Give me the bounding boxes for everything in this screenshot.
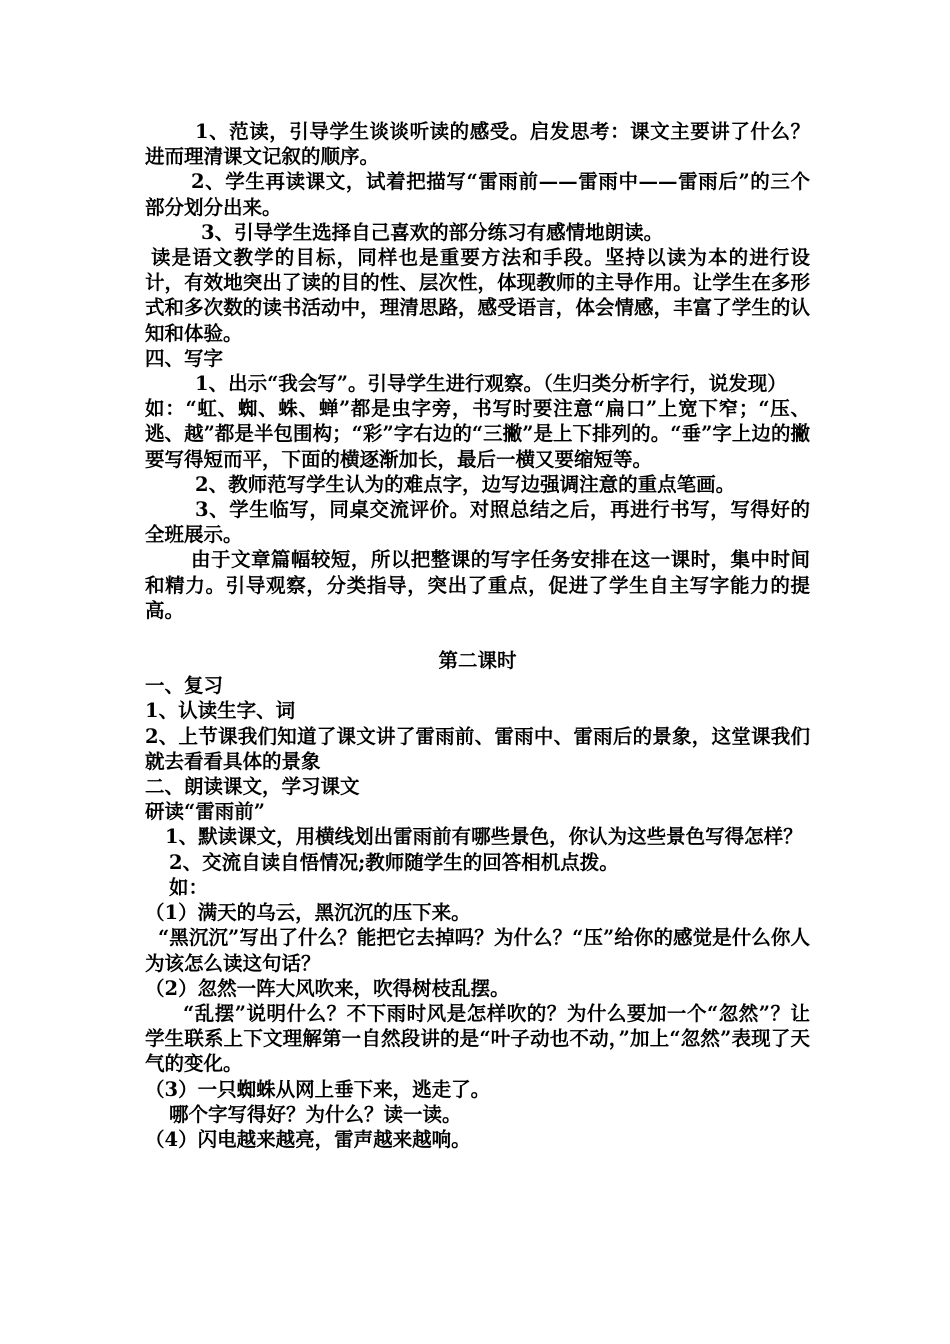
paragraph-example-3-question: 哪个字写得好？为什么？读一读。 xyxy=(169,1102,462,1126)
section-heading-reading: 二、朗读课文，学习课文 xyxy=(145,775,360,799)
subheading-before-storm: 研读“雷雨前” xyxy=(145,800,265,824)
paragraph-exchange: 2、交流自读自悟情况;教师随学生的回答相机点拨。 xyxy=(169,850,619,874)
paragraph-example-label: 如： xyxy=(169,875,209,899)
section-heading-writing: 四、写字 xyxy=(145,346,224,370)
paragraph-review-1: 1、认读生字、词 xyxy=(145,699,296,723)
section-heading-review: 一、复习 xyxy=(145,674,224,698)
paragraph-writing-examples: 如：“虹、蜘、蛛、蝉”都是虫字旁，书写时要注意“扁口”上宽下窄；“压、逃、越”都是半包围构；“彩”字右边的“三撇”是上下排列的。“垂”字上边的撇要写得短而平，下面的横逐渐加长，最后一横又要缩短等。 xyxy=(145,397,810,471)
paragraph-example-1-question: “黑沉沉”写出了什么？能把它去掉吗？为什么？“压”给你的感觉是什么你人为该怎么读这句话？ xyxy=(145,926,810,975)
lesson-title: 第二课时 xyxy=(438,649,517,673)
paragraph-example-1: （1）满天的乌云，黑沉沉的压下来。 xyxy=(145,901,471,925)
document-body xyxy=(145,119,810,1152)
paragraph-step-zaidu: 2、学生再读课文，试着把描写“雷雨前——雷雨中——雷雨后”的三个部分划分出来。 xyxy=(145,170,810,219)
paragraph-step-fandu: 1、范读，引导学生谈谈听读的感受。启发思考：课文主要讲了什么？进而理清课文记叙的顺序。 xyxy=(145,120,810,169)
paragraph-step-langdu: 3、引导学生选择自己喜欢的部分练习有感情地朗读。 xyxy=(201,220,664,244)
paragraph-writing-step-2: 2、教师范写学生认为的难点字，边写边强调注意的重点笔画。 xyxy=(195,472,736,496)
paragraph-reading-commentary: 读是语文教学的目标，同样也是重要方法和手段。坚持以读为本的进行设计，有效地突出了读的目的性、层次性，体现教师的主导作用。让学生在多形式和多次数的读书活动中，理清思路，感受语言，体会情感，丰富了学生的认知和体验。 xyxy=(145,246,810,345)
paragraph-writing-commentary: 由于文章篇幅较短，所以把整课的写字任务安排在这一课时，集中时间和精力。引导观察，分类指导，突出了重点，促进了学生自主写字能力的提高。 xyxy=(145,548,810,622)
paragraph-writing-step-1: 1、出示“我会写”。引导学生进行观察。（生归类分析字行，说发现） xyxy=(195,372,787,396)
paragraph-silent-reading: 1、默读课文，用横线划出雷雨前有哪些景色，你认为这些景色写得怎样？ xyxy=(165,825,803,849)
paragraph-example-2: （2）忽然一阵大风吹来，吹得树枝乱摆。 xyxy=(145,976,510,1000)
paragraph-writing-step-3: 3、学生临写，同桌交流评价。对照总结之后，再进行书写，写得好的全班展示。 xyxy=(145,498,810,547)
paragraph-example-4: （4）闪电越来越亮，雷声越来越响。 xyxy=(145,1127,471,1151)
paragraph-example-3: （3）一只蜘蛛从网上垂下来，逃走了。 xyxy=(145,1077,491,1101)
paragraph-review-2: 2、上节课我们知道了课文讲了雷雨前、雷雨中、雷雨后的景象，这堂课我们就去看看具体的景象 xyxy=(145,724,810,773)
paragraph-example-2-question: “乱摆”说明什么？不下雨时风是怎样吹的？为什么要加一个“忽然”？让学生联系上下文理解第一自然段讲的是“叶子动也不动，”加上“忽然”表现了天气的变化。 xyxy=(145,1001,810,1076)
